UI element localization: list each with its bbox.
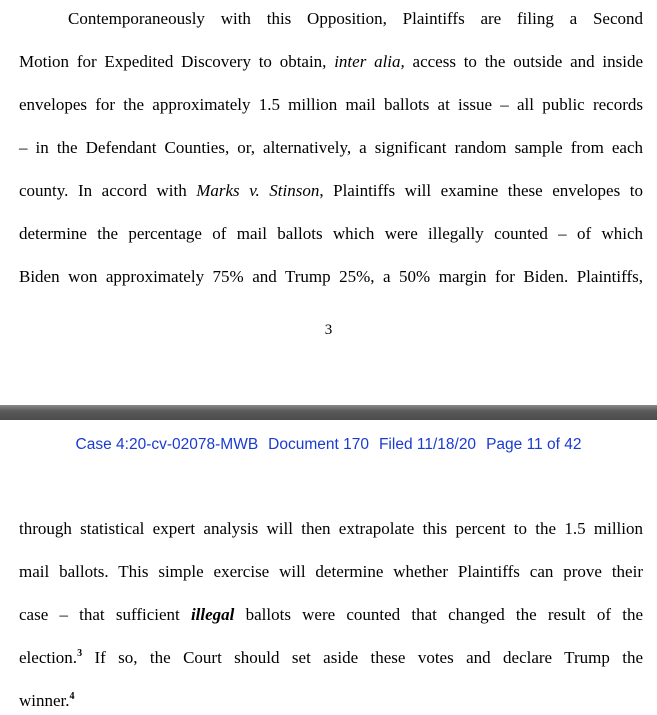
- text-line: envelopes for the approximately 1.5 million mail ballots at issue – all public records: [19, 95, 643, 114]
- text-line: [19, 691, 643, 711]
- text-line: [19, 52, 643, 72]
- text-run: county. In accord with: [19, 181, 197, 200]
- text-run: access to the outside and inside: [404, 52, 644, 71]
- text-run: case – that sufficient: [19, 605, 191, 624]
- page-divider: [0, 405, 657, 420]
- text-run: , Plaintiffs will examine these envelopes to: [319, 181, 643, 200]
- ecf-filed-date: Filed 11/18/20: [378, 436, 477, 453]
- page-number: 3: [324, 322, 333, 338]
- ecf-document-number: Document 170: [268, 436, 369, 453]
- text-line: determine the percentage of mail ballots which were illegally counted – of which: [19, 224, 643, 243]
- text-run: election.: [19, 648, 78, 667]
- italic-text: inter alia,: [334, 52, 405, 71]
- text-run: Motion for Expedited Discovery to obtain,: [19, 52, 335, 71]
- text-line: [19, 648, 643, 668]
- case-citation: Marks v. Stinson: [196, 181, 320, 200]
- text-line: Biden won approximately 75% and Trump 25%, a 50% margin for Biden. Plaintiffs,: [19, 267, 643, 286]
- text-line: Contemporaneously with this Opposition, Plaintiffs are filing a Second: [68, 9, 643, 28]
- text-line: [19, 605, 643, 625]
- emphasized-text: illegal: [190, 605, 235, 624]
- text-line: – in the Defendant Counties, or, alternatively, a significant random sample from each: [19, 138, 643, 157]
- text-line: through statistical expert analysis will then extrapolate this percent to the 1.5 million: [19, 519, 643, 538]
- footnote-marker[interactable]: 4: [69, 691, 75, 702]
- text-line: [19, 181, 643, 201]
- text-run: ballots were counted that changed the result of the: [234, 605, 643, 624]
- ecf-page-count: Page 11 of 42: [486, 436, 582, 453]
- text-line: mail ballots. This simple exercise will determine whether Plaintiffs can prove their: [19, 562, 643, 581]
- text-run: If so, the Court should set aside these votes and declare Trump the: [82, 648, 643, 667]
- ecf-header: [0, 436, 657, 454]
- footnote-marker[interactable]: 3: [77, 648, 83, 659]
- ecf-case-number: Case 4:20-cv-02078-MWB: [75, 436, 259, 453]
- text-run: winner.: [19, 691, 70, 710]
